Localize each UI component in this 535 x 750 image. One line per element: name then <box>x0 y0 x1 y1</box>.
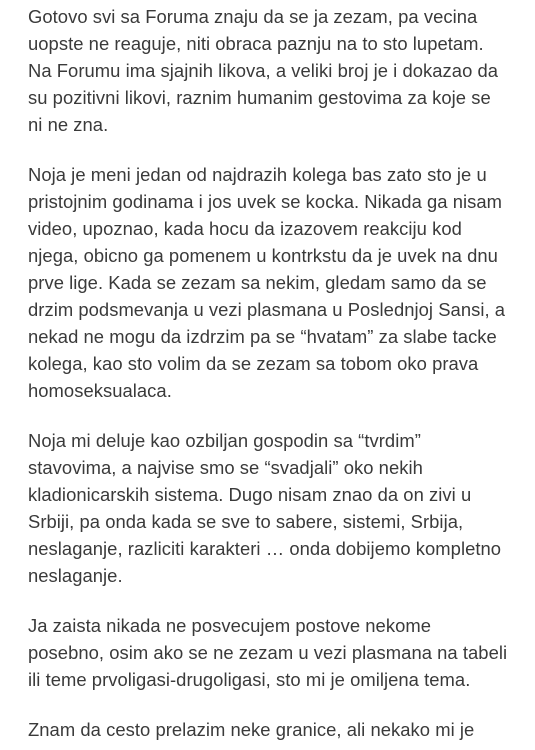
article-paragraph: Noja mi deluje kao ozbiljan gospodin sa “tvrdim” stavovima, a najvise smo se “svadjali” oko nekih kladionicarskih sistema. Dugo nisam znao da on zivi u Srbiji, pa onda kada se sve to sabere, sistemi, Srbija, neslaganje, razliciti karakteri … onda dobijemo kompletno neslaganje. <box>28 430 502 586</box>
article-paragraph: Znam da cesto prelazim neke granice, ali nekako mi je <box>28 719 475 740</box>
article-paragraph: Noja je meni jedan od najdrazih kolega bas zato sto je u pristojnim godinama i jos uvek se kocka. Nikada ga nisam video, upoznao, kada hocu da izazovem reakciju kod njega, obicno ga pomenem u kontrkstu da je uvek na dnu prve lige. Kada se zezam sa nekim, gledam samo da se drzim podsmevanja u vezi plasmana u Poslednjoj Sansi, a nekad ne mogu da izdrzim pa se “hvatam” za slabe tacke kolega, kao sto volim da se zezam sa tobom oko prava homoseksualaca. <box>28 164 506 401</box>
article-paragraph: Gotovo svi sa Foruma znaju da se ja zezam, pa vecina uopste ne reaguje, niti obraca paznju na to sto lupetam. Na Forumu ima sjajnih likova, a veliki broj je i dokazao da su pozitivni likovi, raznim humanim gestovima za koje se ni ne zna. <box>28 6 499 135</box>
article-paragraph: Ja zaista nikada ne posvecujem postove nekome posebno, osim ako se ne zezam u vezi plasmana na tabeli ili teme prvoligasi-drugoligasi, sto mi je omiljena tema. <box>28 615 508 690</box>
